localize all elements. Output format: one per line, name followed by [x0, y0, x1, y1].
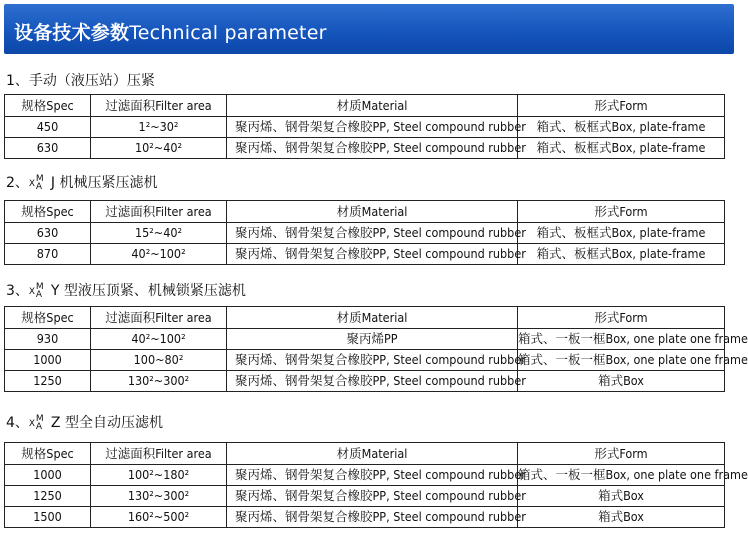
table-row: [5, 486, 725, 507]
cell-form: 箱式、一板一框Box, one plate one frame: [518, 329, 725, 350]
section-2-number: 2、: [6, 175, 29, 191]
section-1-number: 1、: [6, 73, 29, 89]
cell-form: 箱式、板框式Box, plate-frame: [518, 244, 725, 265]
cell-material: 聚丙烯、钢骨架复合橡胶PP, Steel compound rubber: [227, 138, 518, 159]
cell-spec: 1250: [5, 371, 91, 392]
cell-spec: 1500: [5, 507, 91, 528]
cell-area: 1²~30²: [91, 117, 227, 138]
table-row: [5, 117, 725, 138]
section-2-text: J 机械压紧压滤机: [50, 175, 158, 191]
spec-table-1: [4, 94, 725, 159]
cell-spec: 450: [5, 117, 91, 138]
cell-material: 聚丙烯、钢骨架复合橡胶PP, Steel compound rubber: [227, 465, 518, 486]
section-4-number: 4、: [6, 415, 29, 431]
table-row: [5, 465, 725, 486]
section-title-1: [6, 70, 155, 90]
spec-table-2: [4, 200, 725, 265]
cell-spec: 630: [5, 223, 91, 244]
header-area: 过滤面积Filter area: [91, 443, 227, 465]
header-form: 形式Form: [518, 307, 725, 329]
page-title-cn: 设备技术参数: [14, 22, 130, 44]
xam-mark: X M A: [28, 282, 44, 300]
header-material: 材质Material: [227, 201, 518, 223]
cell-area: 40²~100²: [91, 244, 227, 265]
cell-area: 160²~500²: [91, 507, 227, 528]
cell-spec: 930: [5, 329, 91, 350]
cell-spec: 870: [5, 244, 91, 265]
cell-area: 100²~180²: [91, 465, 227, 486]
spec-table-3: [4, 306, 748, 392]
cell-material: 聚丙烯、钢骨架复合橡胶PP, Steel compound rubber: [227, 371, 518, 392]
table-row: [5, 507, 725, 528]
header-spec: 规格Spec: [5, 201, 91, 223]
header-area: 过滤面积Filter area: [91, 95, 227, 117]
header-form: 形式Form: [518, 443, 725, 465]
cell-material: 聚丙烯、钢骨架复合橡胶PP, Steel compound rubber: [227, 486, 518, 507]
header-material: 材质Material: [227, 95, 518, 117]
cell-area: 15²~40²: [91, 223, 227, 244]
header-spec: 规格Spec: [5, 443, 91, 465]
section-3-text: Y 型液压顶紧、机械锁紧压滤机: [50, 283, 246, 299]
header-form: 形式Form: [518, 201, 725, 223]
xam-mark: X M A: [28, 174, 44, 192]
cell-spec: 1000: [5, 465, 91, 486]
table-row: [5, 329, 725, 350]
table-row: [5, 244, 725, 265]
table-header-row: [5, 443, 725, 465]
section-title-3: [6, 280, 246, 300]
header-spec: 规格Spec: [5, 95, 91, 117]
table-row: [5, 350, 725, 371]
section-3-number: 3、: [6, 283, 29, 299]
cell-area: 40²~100²: [91, 329, 227, 350]
cell-area: 10²~40²: [91, 138, 227, 159]
header-area: 过滤面积Filter area: [91, 307, 227, 329]
cell-form: 箱式、一板一框Box, one plate one frame: [518, 350, 725, 371]
cell-area: 130²~300²: [91, 486, 227, 507]
cell-form: 箱式、板框式Box, plate-frame: [518, 138, 725, 159]
xam-mark: X M A: [28, 414, 44, 432]
table-row: [5, 138, 725, 159]
section-4-text: Z 型全自动压滤机: [50, 415, 163, 431]
section-title-2: [6, 172, 158, 192]
cell-spec: 630: [5, 138, 91, 159]
cell-form: 箱式、板框式Box, plate-frame: [518, 223, 725, 244]
cell-spec: 1000: [5, 350, 91, 371]
cell-spec: 1250: [5, 486, 91, 507]
title-banner: [4, 4, 734, 54]
cell-form: 箱式Box: [518, 371, 725, 392]
header-material: 材质Material: [227, 443, 518, 465]
cell-material: 聚丙烯、钢骨架复合橡胶PP, Steel compound rubber: [227, 507, 518, 528]
cell-form: 箱式Box: [518, 486, 725, 507]
cell-area: 130²~300²: [91, 371, 227, 392]
table-row: [5, 223, 725, 244]
header-area: 过滤面积Filter area: [91, 201, 227, 223]
page-title-en: Technical parameter: [129, 22, 327, 44]
cell-form: 箱式Box: [518, 507, 725, 528]
cell-material: 聚丙烯、钢骨架复合橡胶PP, Steel compound rubber: [227, 117, 518, 138]
header-spec: 规格Spec: [5, 307, 91, 329]
page-title: [14, 18, 327, 45]
table-header-row: [5, 95, 725, 117]
section-1-text: 手动（液压站）压紧: [28, 73, 155, 89]
spec-table-4: [4, 442, 748, 528]
table-header-row: [5, 201, 725, 223]
cell-material: 聚丙烯、钢骨架复合橡胶PP, Steel compound rubber: [227, 223, 518, 244]
section-title-4: [6, 412, 163, 432]
cell-material: 聚丙烯PP: [227, 329, 518, 350]
cell-form: 箱式、板框式Box, plate-frame: [518, 117, 725, 138]
cell-material: 聚丙烯、钢骨架复合橡胶PP, Steel compound rubber: [227, 244, 518, 265]
cell-material: 聚丙烯、钢骨架复合橡胶PP, Steel compound rubber: [227, 350, 518, 371]
cell-form: 箱式、一板一框Box, one plate one frame: [518, 465, 725, 486]
header-form: 形式Form: [518, 95, 725, 117]
table-row: [5, 371, 725, 392]
header-material: 材质Material: [227, 307, 518, 329]
table-header-row: [5, 307, 725, 329]
cell-area: 100~80²: [91, 350, 227, 371]
